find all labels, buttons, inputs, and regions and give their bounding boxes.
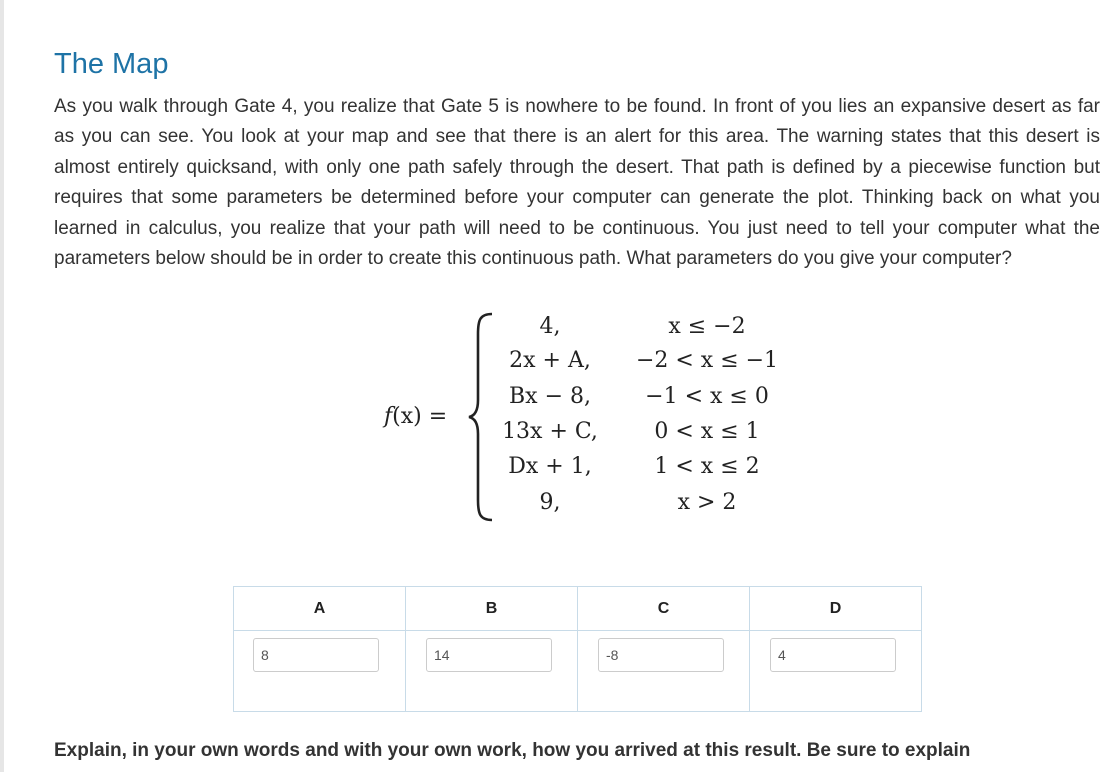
equation-condition: 1 < x ≤ 2 bbox=[654, 454, 760, 479]
equation-condition: −2 < x ≤ −1 bbox=[635, 348, 779, 373]
question-text: As you walk through Gate 4, you realize that Gate 5 is nowhere to be found. In front of you lies an expansive desert as far as you can see. You look at your map and see that there is an alert for this area. The warning states that this desert is almost entirely quicksand, with only one path safely through the desert. That path is defined by a piecewise function but requires that some parameters be determined before your computer can generate the plot. Thinking back on what you learned in calculus, you realize that your path will need to be continuous. You just need to tell your computer what the parameters below should be in order to create this continuous path. What parameters do you give your computer? bbox=[54, 96, 1100, 270]
equation-condition: x ≤ −2 bbox=[668, 314, 746, 339]
header-b: B bbox=[406, 587, 578, 631]
answer-c-input[interactable] bbox=[598, 638, 724, 672]
explain-instructions: Explain, in your own words and with your own work, how you arrived at this result. Be sure to explain bbox=[54, 740, 971, 761]
equation-expression: 4, bbox=[539, 314, 561, 339]
equation-expression: 9, bbox=[539, 490, 561, 515]
answer-d-input[interactable] bbox=[770, 638, 896, 672]
header-c: C bbox=[578, 587, 750, 631]
answers-header-row bbox=[234, 587, 922, 631]
answer-a-input[interactable] bbox=[253, 638, 379, 672]
piecewise-equation bbox=[380, 312, 800, 522]
header-d: D bbox=[750, 587, 922, 631]
left-border bbox=[0, 0, 4, 772]
equation-condition: 0 < x ≤ 1 bbox=[654, 419, 760, 444]
answer-b-input[interactable] bbox=[426, 638, 552, 672]
equation-expression: 13x + C, bbox=[502, 419, 598, 444]
page-title: The Map bbox=[54, 48, 169, 80]
function-name: f bbox=[384, 404, 393, 429]
equation-expression: Dx + 1, bbox=[508, 454, 592, 479]
function-argument: (x) = bbox=[392, 404, 448, 429]
header-a: A bbox=[234, 587, 406, 631]
equation-condition: −1 < x ≤ 0 bbox=[645, 384, 769, 409]
equation-expression: Bx − 8, bbox=[509, 384, 591, 409]
equation-expression: 2x + A, bbox=[509, 348, 591, 373]
answers-input-row bbox=[234, 631, 922, 712]
equation-condition: x > 2 bbox=[677, 490, 737, 515]
answers-table bbox=[233, 586, 922, 712]
equation-lhs bbox=[384, 404, 447, 429]
